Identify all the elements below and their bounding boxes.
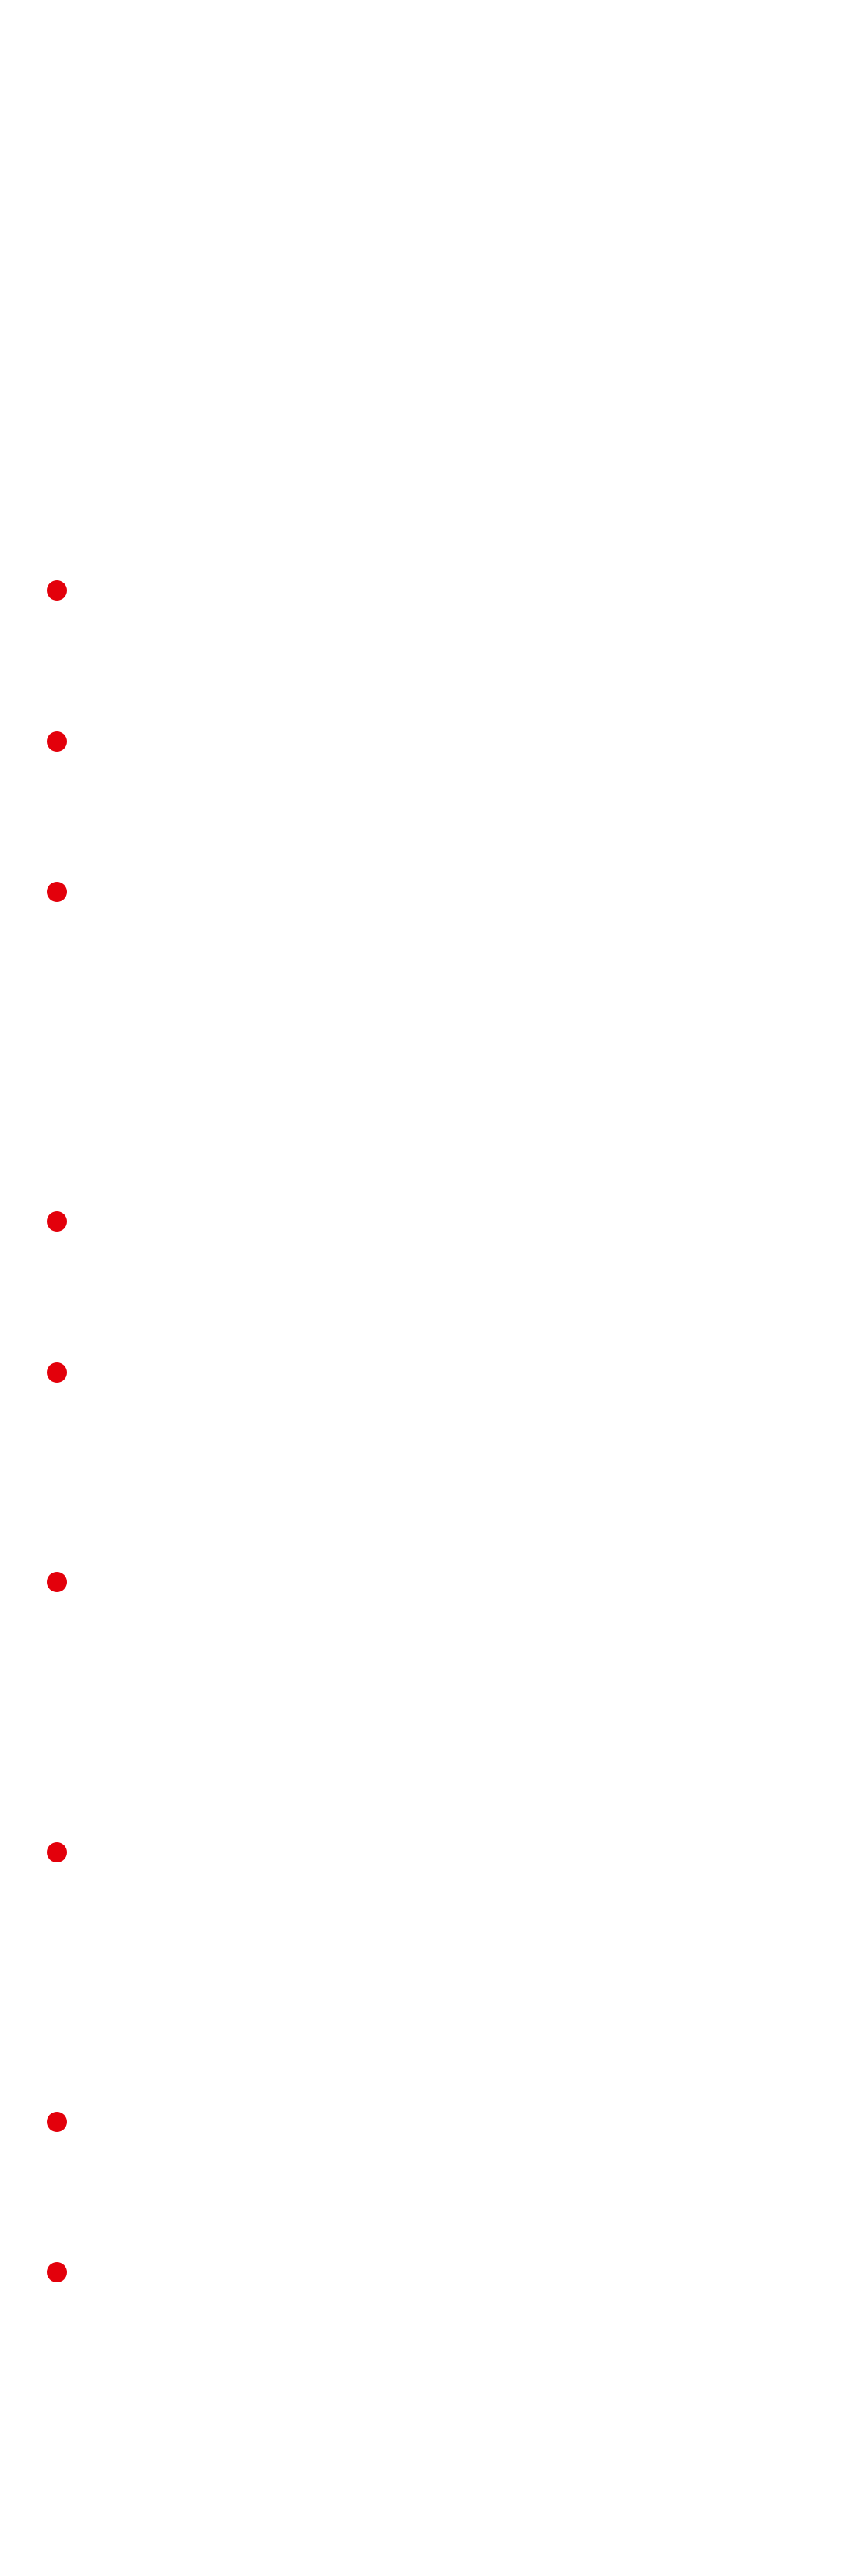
bullet-dot-icon — [47, 2112, 67, 2132]
list-item — [47, 580, 810, 602]
list-item — [47, 1572, 810, 1594]
list-item — [47, 882, 810, 904]
list-item — [47, 2262, 810, 2284]
bullet-dot-icon — [47, 580, 67, 601]
bullet-dot-icon — [47, 731, 67, 752]
list-item — [47, 2112, 810, 2134]
list-item — [47, 1362, 810, 1384]
list-item — [47, 1842, 810, 1864]
bullet-dot-icon — [47, 2262, 67, 2282]
bullet-dot-icon — [47, 1572, 67, 1592]
bullet-dot-icon — [47, 882, 67, 902]
bullet-dot-icon — [47, 1211, 67, 1232]
list-item — [47, 1211, 810, 1233]
bullet-dot-icon — [47, 1362, 67, 1383]
bullet-dot-icon — [47, 1842, 67, 1862]
list-item — [47, 731, 810, 753]
